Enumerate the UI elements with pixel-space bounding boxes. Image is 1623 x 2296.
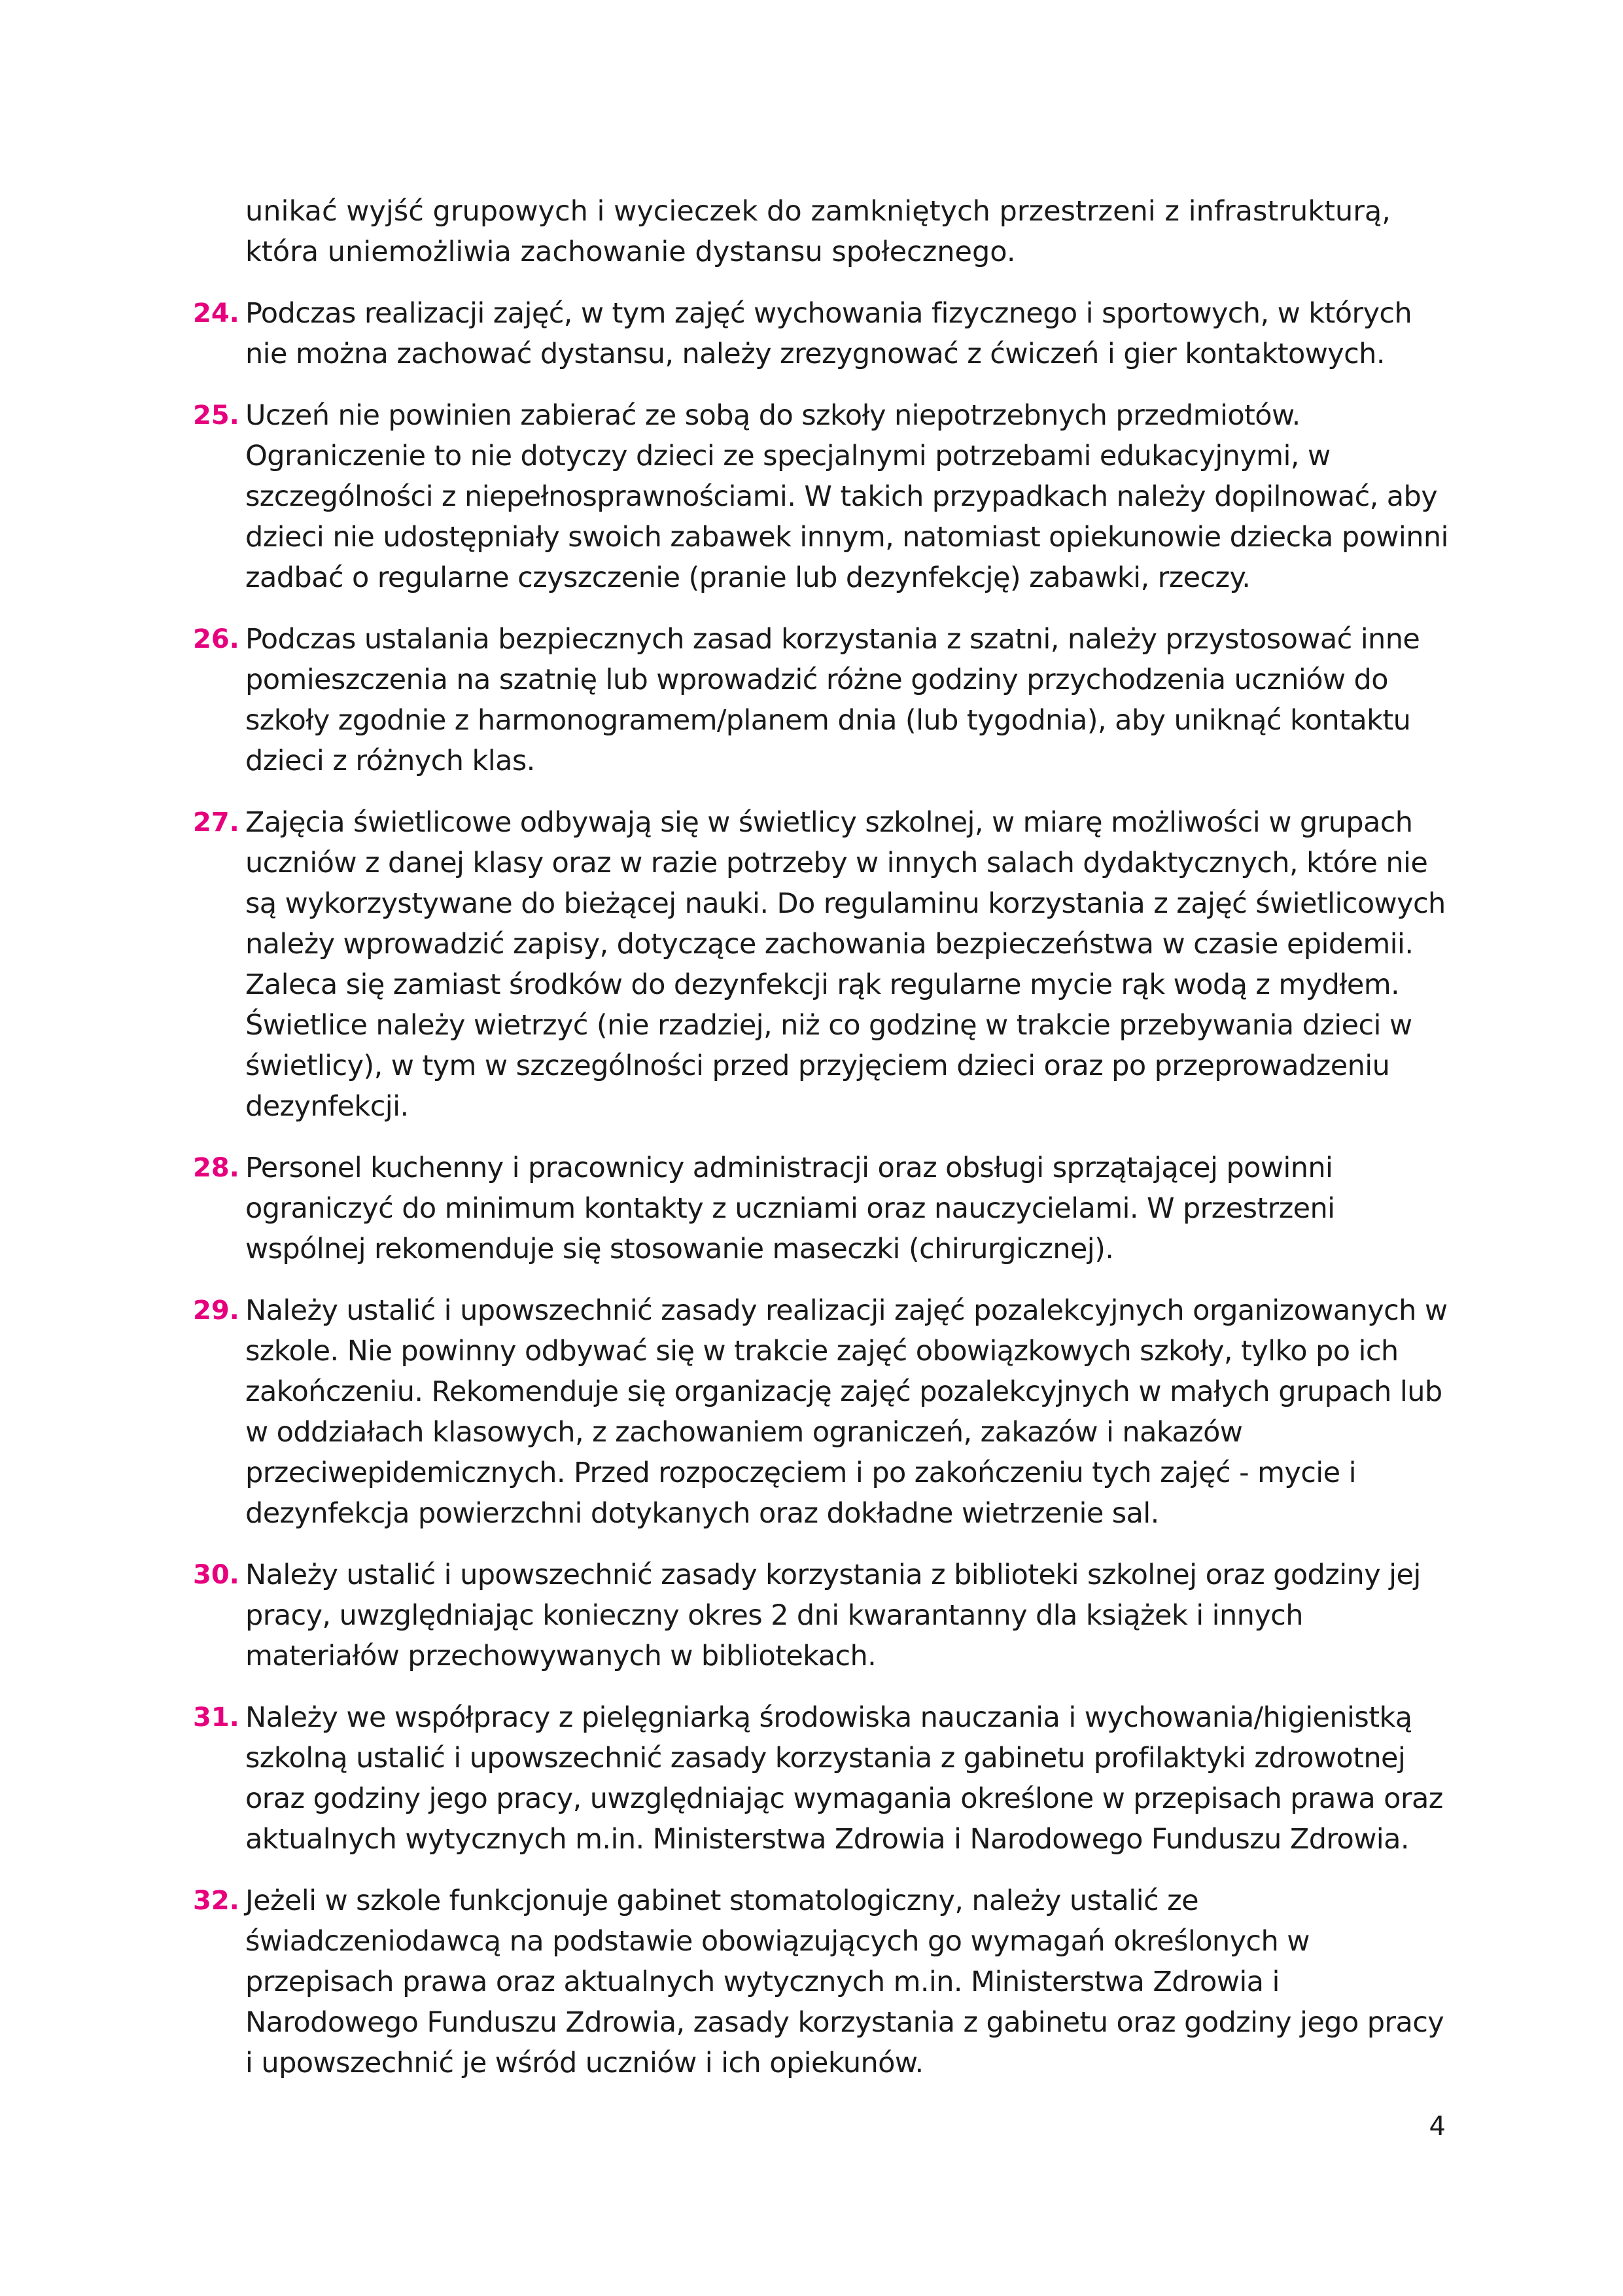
page-number: 4: [1429, 2111, 1446, 2142]
list-item: [193, 395, 1456, 598]
item-text: Należy ustalić i upowszechnić zasady realizacji zajęć pozalekcyjnych organizowanych w szkole. Nie powinny odbywać się w trakcie zajęć obowiązkowych szkoły, tylko po ich zakończeniu. Rekomenduje się organizację zajęć pozalekcyjnych w małych grupach lub w oddziałach klasowych, z zachowaniem ograniczeń, zakazów i nakazów przeciwepidemicznych. Przed rozpoczęciem i po zakończeniu tych zajęć - mycie i dezynfekcja powierzchni dotykanych oraz dokładne wietrzenie sal.: [245, 1294, 1448, 1530]
continuation-paragraph: unikać wyjść grupowych i wycieczek do zamkniętych przestrzeni z infrastrukturą, która uniemożliwia zachowanie dystansu społecznego.: [245, 195, 1391, 268]
list-item: [193, 1290, 1456, 1534]
item-number: 26.: [193, 624, 239, 654]
list-item: [193, 1148, 1456, 1269]
item-text: Jeżeli w szkole funkcjonuje gabinet stomatologiczny, należy ustalić ze świadczeniodawcą na podstawie obowiązujących go wymagań określonych w przepisach prawa oraz aktualnych wytycznych m.in. Ministerstwa Zdrowia i Narodowego Funduszu Zdrowia, zasady korzystania z gabinetu oraz godziny jego pracy i upowszechnić je wśród uczniów i ich opiekunów.: [245, 1884, 1444, 2079]
item-number: 25.: [193, 400, 239, 431]
item-text: Zajęcia świetlicowe odbywają się w świetlicy szkolnej, w miarę możliwości w grupach uczniów z danej klasy oraz w razie potrzeby w innych salach dydaktycznych, które nie są wykorzystywane do bieżącej nauki. Do regulaminu korzystania z zajęć świetlicowych należy wprowadzić zapisy, dotyczące zachowania bezpieczeństwa w czasie epidemii. Zaleca się zamiast środków do dezynfekcji rąk regularne mycie rąk wodą z mydłem. Świetlice należy wietrzyć (nie rzadziej, niż co godzinę w trakcie przebywania dzieci w świetlicy), w tym w szczególności przed przyjęciem dzieci oraz po przeprowadzeniu dezynfekcji.: [245, 806, 1446, 1123]
item-number: 27.: [193, 807, 239, 838]
item-number: 29.: [193, 1296, 239, 1326]
item-number: 32.: [193, 1886, 239, 1916]
list-item: [193, 1697, 1456, 1860]
item-text: Podczas realizacji zajęć, w tym zajęć wychowania fizycznego i sportowych, w których nie można zachować dystansu, należy zrezygnować z ćwiczeń i gier kontaktowych.: [245, 297, 1412, 370]
item-text: Należy we współpracy z pielęgniarką środowiska nauczania i wychowania/higienistką szkolną ustalić i upowszechnić zasady korzystania z gabinetu profilaktyki zdrowotnej oraz godziny jego pracy, uwzględniając wymagania określone w przepisach prawa oraz aktualnych wytycznych m.in. Ministerstwa Zdrowia i Narodowego Funduszu Zdrowia.: [245, 1701, 1443, 1856]
list-item: [193, 1881, 1456, 2083]
numbered-list: [193, 191, 1456, 2104]
item-number: 30.: [193, 1560, 239, 1590]
list-item: [193, 1555, 1456, 1676]
item-text: Personel kuchenny i pracownicy administracji oraz obsługi sprzątającej powinni ograniczyć do minimum kontakty z uczniami oraz nauczycielami. W przestrzeni wspólnej rekomenduje się stosowanie maseczki (chirurgicznej).: [245, 1152, 1335, 1265]
item-text: Uczeń nie powinien zabierać ze sobą do szkoły niepotrzebnych przedmiotów. Ograniczenie to nie dotyczy dzieci ze specjalnymi potrzebami edukacyjnymi, w szczególności z niepełnosprawnościami. W takich przypadkach należy dopilnować, aby dzieci nie udostępniały swoich zabawek innym, natomiast opiekunowie dziecka powinni zadbać o regularne czyszczenie (pranie lub dezynfekcję) zabawki, rzeczy.: [245, 399, 1448, 594]
list-item: [193, 802, 1456, 1127]
item-text: Należy ustalić i upowszechnić zasady korzystania z biblioteki szkolnej oraz godziny jej pracy, uwzględniając konieczny okres 2 dni kwarantanny dla książek i innych materiałów przechowywanych w bibliotekach.: [245, 1559, 1421, 1672]
item-number: 24.: [193, 298, 239, 328]
item-text: Podczas ustalania bezpiecznych zasad korzystania z szatni, należy przystosować inne pomieszczenia na szatnię lub wprowadzić różne godziny przychodzenia uczniów do szkoły zgodnie z harmonogramem/planem dnia (lub tygodnia), aby uniknąć kontaktu dzieci z różnych klas.: [245, 623, 1420, 777]
list-item: [193, 619, 1456, 781]
item-number: 31.: [193, 1703, 239, 1733]
item-number: 28.: [193, 1153, 239, 1183]
list-item: [193, 293, 1456, 374]
